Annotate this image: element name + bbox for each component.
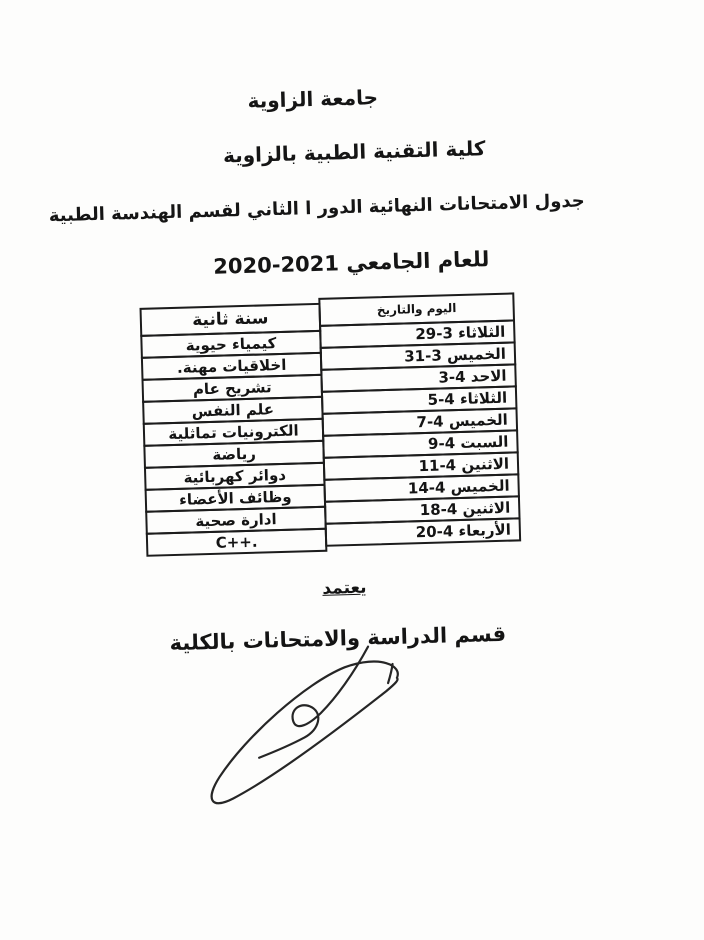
subject-value: رياضة	[212, 444, 257, 464]
date-value: الخميس 4-14	[407, 476, 510, 498]
year-header-label: سنة ثانية	[191, 308, 269, 331]
date-value: الاثنين 4-18	[419, 498, 511, 519]
college-name: كلية التقنية الطبية بالزاوية	[222, 136, 486, 168]
date-value: الاثنين 4-11	[418, 454, 510, 475]
department-line: قسم الدراسة والامتحانات بالكلية	[169, 621, 507, 656]
subject-value: كيمياء حيوية	[185, 333, 277, 355]
academic-year: للعام الجامعي 2021-2020	[213, 247, 490, 279]
subject-value: وظائف الأعضاء	[178, 487, 292, 509]
exam-schedule-table	[138, 297, 522, 556]
approval-label: يعتمد	[322, 577, 367, 599]
date-value: الخميس 4-7	[416, 410, 509, 431]
schedule-title: جدول الامتحانات النهائية الدور ا الثاني لقسم الهندسة الطبية	[48, 190, 586, 227]
subject-value: الكترونيات تماثلية	[168, 421, 299, 443]
date-value: الاحد 4-3	[438, 366, 507, 387]
date-value: الثلاثاء 3-29	[415, 322, 506, 343]
subject-value: C++.	[215, 532, 258, 552]
date-cell	[325, 517, 522, 546]
date-value: الأربعاء 4-20	[415, 520, 512, 542]
date-column	[318, 292, 521, 551]
university-name: جامعة الزاوية	[247, 85, 379, 113]
date-value: السبت 4-9	[427, 432, 509, 453]
subject-value: تشريح عام	[192, 377, 272, 399]
subject-value: ادارة صحية	[195, 509, 277, 531]
subject-value: علم النفس	[191, 399, 275, 421]
date-header-label: اليوم والتاريخ	[376, 300, 457, 318]
date-value: الخميس 3-31	[403, 344, 507, 366]
subject-value: دوائر كهربائية	[183, 465, 287, 487]
date-value: الثلاثاء 4-5	[427, 388, 508, 409]
signature-scrawl-icon	[196, 642, 411, 818]
subject-column	[140, 303, 328, 557]
subject-cell	[146, 528, 328, 557]
subject-value: اخلاقيات مهنة.	[176, 355, 287, 377]
